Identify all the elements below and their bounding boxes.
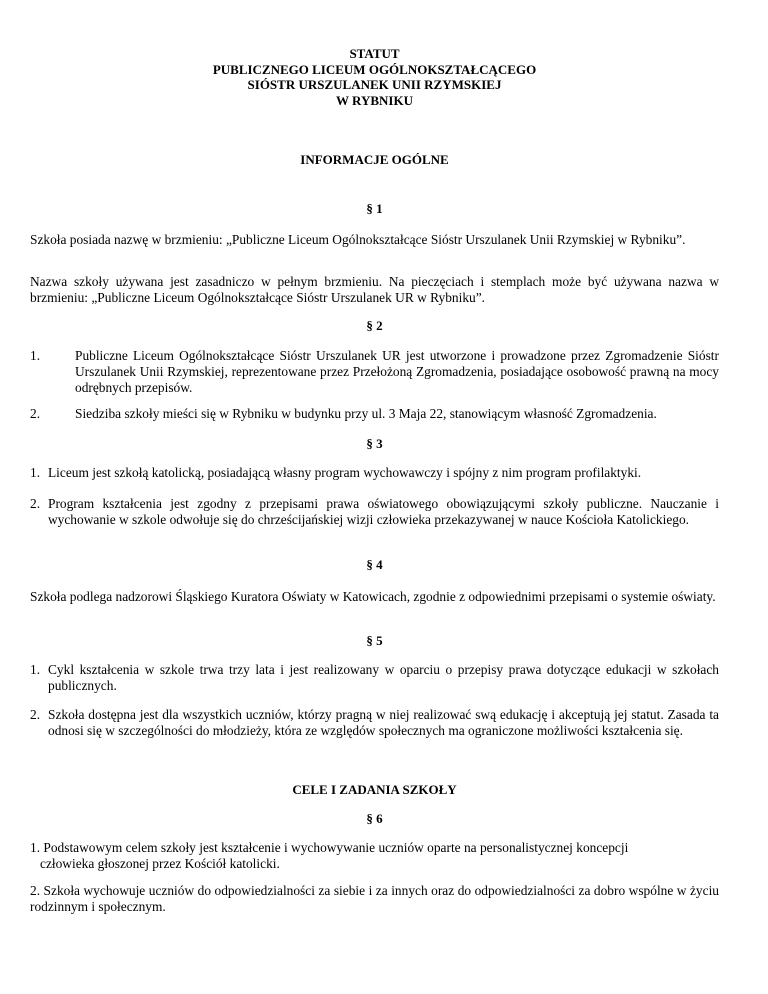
item-text: Program kształcenia jest zgodny z przepisami prawa oświatowego obowiązującymi szkoły publiczne. Nauczanie i wychowanie w szkole odwołuje się do chrześcijańskiej wizji człowieka przekazywanej w nauce Kościoła Katolickiego. bbox=[48, 496, 719, 527]
item-text: Cykl kształcenia w szkole trwa trzy lata i jest realizowany w oparciu o przepisy prawa dotyczące edukacji w szkołach publicznych. bbox=[48, 662, 719, 693]
paragraph-1-text-1: Szkoła posiada nazwę w brzmieniu: „Publiczne Liceum Ogólnokształcące Sióstr Urszulanek Unii Rzymskiej w Rybniku”. bbox=[30, 232, 686, 247]
paragraph-heading-4: § 4 bbox=[366, 557, 383, 572]
paragraph-heading-3: § 3 bbox=[366, 436, 383, 451]
paragraph-2-item-1 bbox=[30, 348, 719, 396]
section-heading-goals: CELE I ZADANIA SZKOŁY bbox=[292, 782, 457, 797]
item-number: 2. bbox=[30, 496, 41, 511]
paragraph-4-text: Szkoła podlega nadzorowi Śląskiego Kuratora Oświaty w Katowicach, zgodnie z odpowiednimi przepisami o systemie oświaty. bbox=[30, 589, 716, 604]
title-line-order: SIÓSTR URSZULANEK UNII RZYMSKIEJ bbox=[247, 77, 502, 92]
item-text: Liceum jest szkołą katolicką, posiadającą własny program wychowawczy i spójny z nim program profilaktyki. bbox=[48, 465, 642, 480]
paragraph-6-item-2: 2. Szkoła wychowuje uczniów do odpowiedzialności za siebie i za innych oraz do odpowiedzialności za dobro wspólne w życiu rodzinnym i społecznym. bbox=[30, 883, 719, 914]
paragraph-3-item-1 bbox=[30, 465, 719, 481]
item-number: 1. bbox=[30, 662, 41, 677]
title-line-school-type: PUBLICZNEGO LICEUM OGÓLNOKSZTAŁCĄCEGO bbox=[212, 61, 537, 77]
paragraph-heading-2: § 2 bbox=[366, 318, 383, 333]
paragraph-heading-1: § 1 bbox=[366, 201, 383, 216]
title-line-statut: STATUT bbox=[349, 46, 400, 61]
item-number: 1. bbox=[30, 348, 41, 363]
paragraph-1-text-2: Nazwa szkoły używana jest zasadniczo w pełnym brzmieniu. Na pieczęciach i stemplach może być używana nazwa w brzmieniu: „Publiczne Liceum Ogólnokształcące Sióstr Urszulanek UR w Rybniku”. bbox=[30, 274, 719, 305]
paragraph-5-item-1 bbox=[30, 662, 719, 694]
item-text-continuation: człowieka głoszonej przez Kościół katolicki. bbox=[40, 856, 280, 871]
item-number: 1. bbox=[30, 465, 41, 480]
section-heading-general: INFORMACJE OGÓLNE bbox=[300, 152, 449, 167]
paragraph-heading-6: § 6 bbox=[366, 811, 383, 826]
paragraph-2-item-2 bbox=[30, 406, 719, 422]
item-text: Publiczne Liceum Ogólnokształcące Sióstr Urszulanek UR jest utworzone i prowadzone przez Zgromadzenie Sióstr Urszulanek Unii Rzymskiej, reprezentowane przez Przełożoną Zgromadzenia, posiadające osobowość prawną na mocy odrębnych przepisów. bbox=[75, 348, 719, 395]
item-text-first-line: 1. Podstawowym celem szkoły jest kształcenie i wychowywanie uczniów oparte na personalistycznej koncepcji bbox=[30, 840, 629, 855]
item-number: 2. bbox=[30, 707, 41, 722]
title-line-city: W RYBNIKU bbox=[336, 92, 413, 108]
paragraph-5-item-2 bbox=[30, 707, 719, 739]
item-text: Siedziba szkoły mieści się w Rybniku w budynku przy ul. 3 Maja 22, stanowiącym własność Zgromadzenia. bbox=[75, 406, 657, 421]
paragraph-3-item-2 bbox=[30, 496, 719, 528]
document-title bbox=[30, 46, 719, 108]
item-number: 2. bbox=[30, 406, 41, 421]
paragraph-6-item-1 bbox=[30, 840, 719, 872]
item-text: Szkoła dostępna jest dla wszystkich uczniów, którzy pragną w niej realizować swą edukację i akceptują jej statut. Zasada ta odnosi się w szczególności do młodzieży, która ze względów społecznych ma ograniczone możliwości kształcenia się. bbox=[48, 707, 719, 738]
paragraph-heading-5: § 5 bbox=[366, 633, 383, 648]
